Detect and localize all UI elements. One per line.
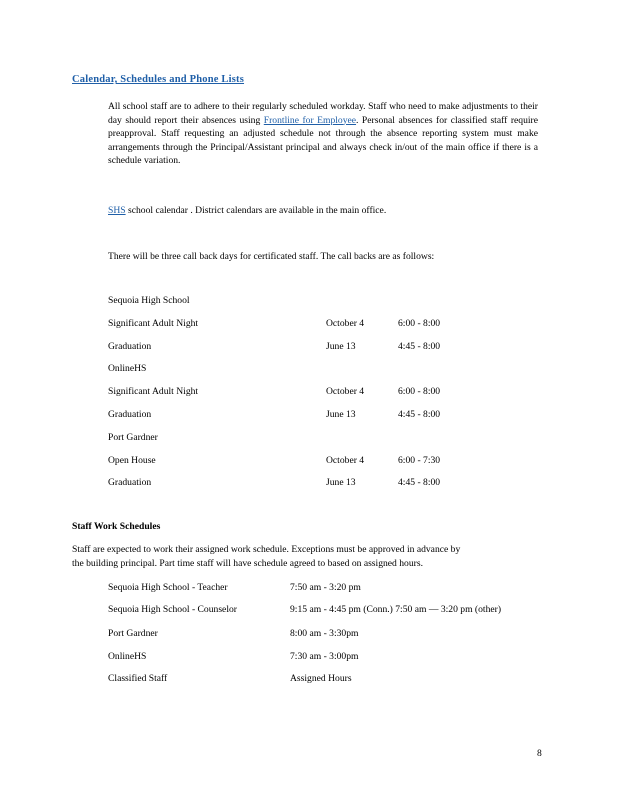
work-schedule-hours: 7:30 am - 3:00pm — [290, 651, 359, 662]
work-schedule-group: Classified Staff — [108, 673, 168, 684]
shs-calendar-link[interactable]: SHS — [108, 205, 126, 216]
staff-work-text-line2: the building principal. Part time staff will have schedule agreed to based on assigned hours. — [72, 558, 423, 569]
callback-time: 4:45 - 8:00 — [398, 341, 441, 352]
callback-date: October 4 — [326, 318, 365, 329]
callback-event: OnlineHS — [108, 363, 147, 374]
staff-work-text-line1: Staff are expected to work their assigned work schedule. Exceptions must be approved in advance by — [72, 544, 461, 555]
work-schedule-hours: 8:00 am - 3:30pm — [290, 628, 359, 639]
calendar-line-text: school calendar . District calendars are available in the main office. — [125, 205, 387, 216]
callback-intro: There will be three call back days for certificated staff. The call backs are as follows: — [108, 251, 435, 262]
work-schedule-hours: 9:15 am - 4:45 pm (Conn.) 7:50 am — 3:20 pm (other) — [290, 604, 502, 615]
section-heading: Calendar, Schedules and Phone Lists — [72, 74, 245, 85]
frontline-link[interactable]: Frontline for Employee — [263, 114, 357, 126]
calendar-line — [108, 205, 386, 216]
callback-event: Sequoia High School — [108, 295, 190, 306]
callback-event: Significant Adult Night — [108, 318, 199, 329]
work-schedule-group: OnlineHS — [108, 651, 147, 662]
intro-text-end: . Personal absences for classified staff require preapproval. Staff requesting an adjusted schedule not through the absence reporting system must make arrangements through the Principal/Assistant principal and always check in/out of the main office if there is a schedule variation. — [108, 114, 538, 166]
work-schedule-group: Port Gardner — [108, 628, 158, 639]
work-schedule-group: Sequoia High School - Teacher — [108, 582, 228, 593]
staff-work-heading: Staff Work Schedules — [72, 521, 161, 532]
callback-event: Port Gardner — [108, 432, 158, 443]
intro-text-start: All school staff are to adhere to their regularly scheduled workday. Staff who need to make adjustments to their day should report their absences using — [108, 101, 538, 126]
page-number: 8 — [537, 748, 542, 759]
callback-date: October 4 — [326, 455, 365, 466]
callback-time: 6:00 - 7:30 — [398, 455, 441, 466]
callback-date: June 13 — [326, 409, 356, 420]
intro-paragraph — [108, 100, 538, 168]
callback-event: Graduation — [108, 341, 152, 352]
callback-event: Open House — [108, 455, 156, 466]
work-schedule-hours: Assigned Hours — [290, 673, 352, 684]
work-schedule-hours: 7:50 am - 3:20 pm — [290, 582, 361, 593]
callback-time: 6:00 - 8:00 — [398, 318, 441, 329]
callback-date: October 4 — [326, 386, 365, 397]
callback-event: Significant Adult Night — [108, 386, 199, 397]
callback-time: 4:45 - 8:00 — [398, 409, 441, 420]
callback-date: June 13 — [326, 477, 356, 488]
callback-event: Graduation — [108, 477, 152, 488]
callback-time: 6:00 - 8:00 — [398, 386, 441, 397]
callback-event: Graduation — [108, 409, 152, 420]
work-schedule-group: Sequoia High School - Counselor — [108, 604, 237, 615]
callback-time: 4:45 - 8:00 — [398, 477, 441, 488]
callback-date: June 13 — [326, 341, 356, 352]
